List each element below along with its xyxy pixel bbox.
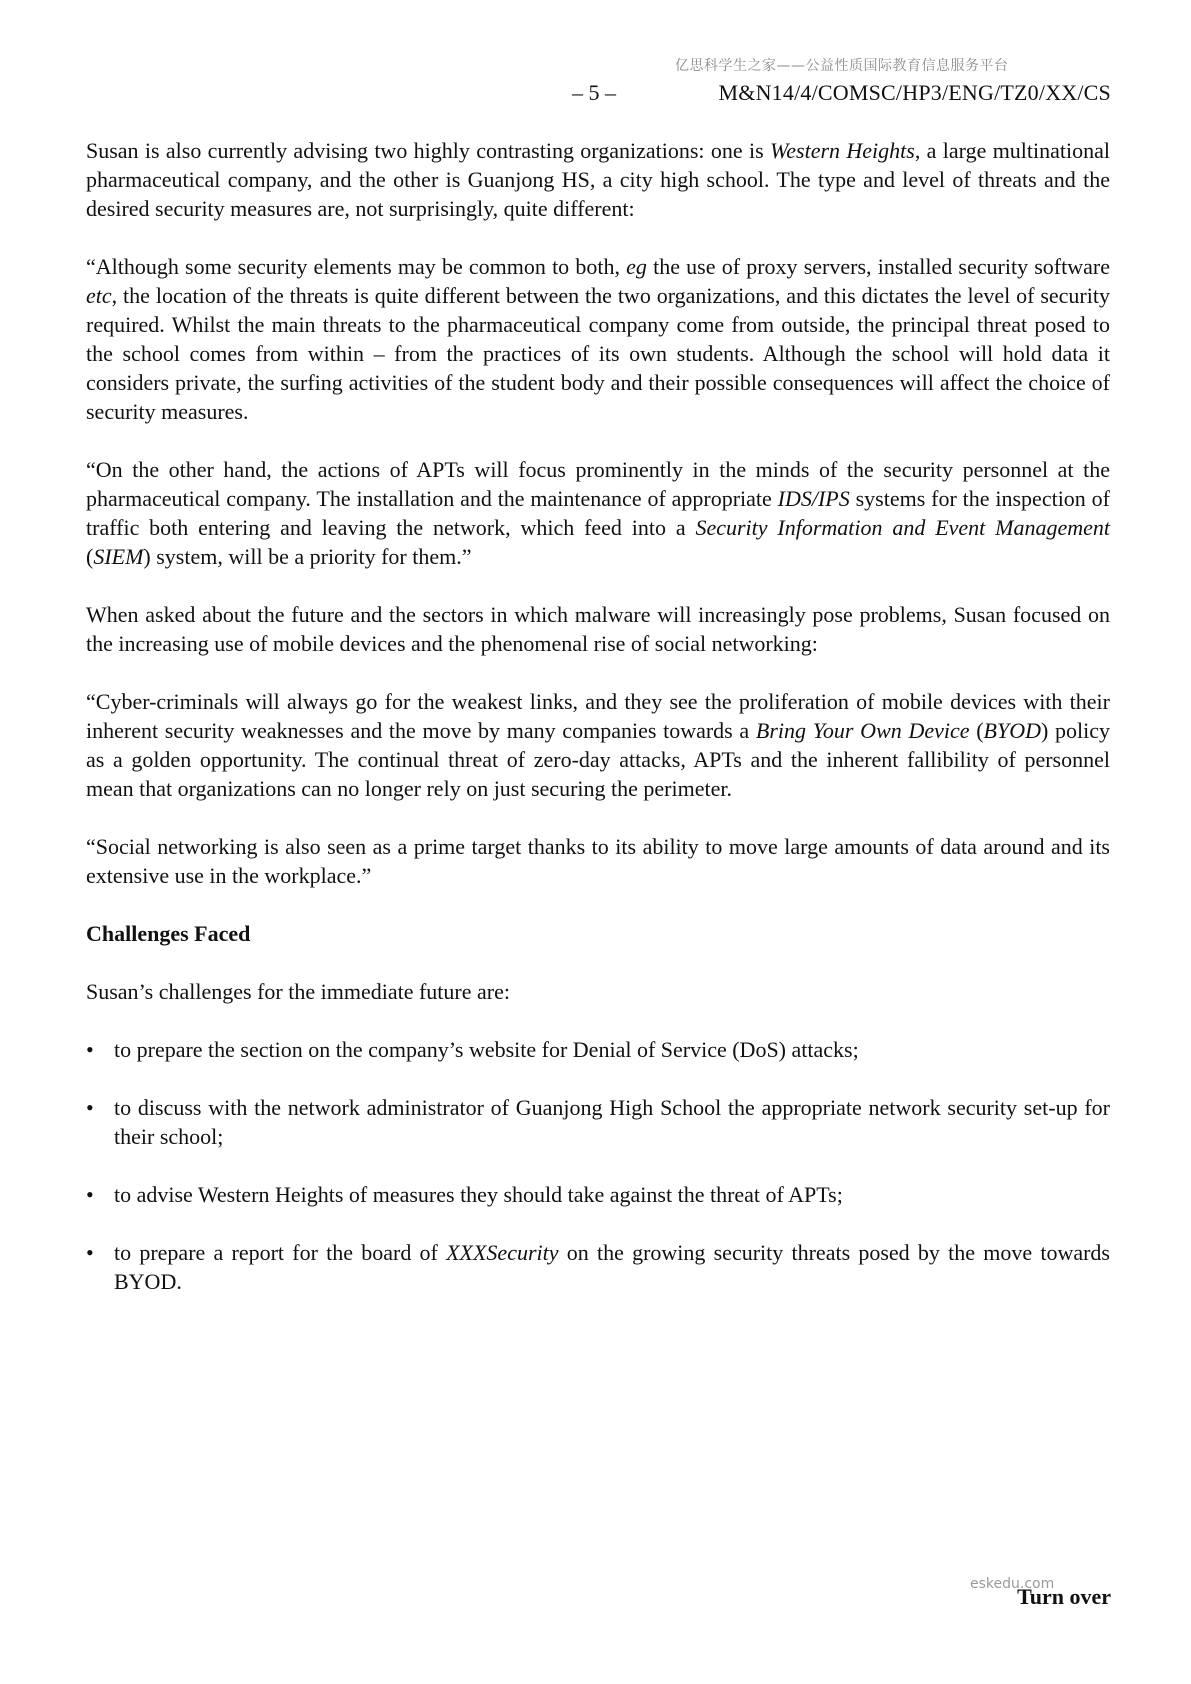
turn-over-label: Turn over: [1017, 1584, 1111, 1609]
document-body: [86, 136, 1110, 1325]
bullet-icon: •: [86, 1037, 94, 1062]
list-item: • to discuss with the network administrator of Guanjong High School the appropriate network security set-up for their school;: [86, 1095, 1110, 1149]
paragraph-cyber-criminals: “Cyber-criminals will always go for the weakest links, and they see the proliferation of mobile devices with their inherent security weaknesses and the move by many companies towards a Bring Your Own Device (BYOD) policy as a golden opportunity. The continual threat of zero-day attacks, APTs and the inherent fallibility of personnel mean that organizations can no longer rely on just securing the perimeter.: [86, 689, 1111, 801]
bullet-icon: •: [86, 1240, 94, 1265]
challenges-intro: Susan’s challenges for the immediate future are:: [86, 979, 510, 1004]
paragraph-apts: “On the other hand, the actions of APTs will focus prominently in the minds of the security personnel at the pharmaceutical company. The installation and the maintenance of appropriate IDS/IPS systems for the inspection of traffic both entering and leaving the network, which feed into a Security Information and Event Management (SIEM) system, will be a priority for them.”: [86, 457, 1110, 569]
paragraph-security-elements: “Although some security elements may be common to both, eg the use of proxy servers, installed security software etc, the location of the threats is quite different between the two organizations, and this dictates the level of security required. Whilst the main threats to the pharmaceutical company come from outside, the principal threat posed to the school comes from within – from the practices of its own students. Although the school will hold data it considers private, the surfing activities of the student body and their possible consequences will affect the choice of security measures.: [86, 254, 1110, 424]
section-heading-challenges: Challenges Faced: [86, 921, 251, 946]
bullet-icon: •: [86, 1095, 94, 1120]
paragraph-social-networking: “Social networking is also seen as a prime target thanks to its ability to move large amounts of data around and its extensive use in the workplace.”: [86, 834, 1110, 888]
list-item: • to prepare the section on the company’s website for Denial of Service (DoS) attacks;: [86, 1037, 859, 1062]
paragraph-organizations: Susan is also currently advising two highly contrasting organizations: one is Western Heights, a large multinational pharmaceutical company, and the other is Guanjong HS, a city high school. The type and level of threats and the desired security measures are, not surprisingly, quite different:: [86, 138, 1111, 221]
page-number: – 5 –: [572, 80, 616, 105]
list-item: • to advise Western Heights of measures they should take against the threat of APTs;: [86, 1182, 843, 1207]
bullet-icon: •: [86, 1182, 94, 1207]
bottom-watermark: eskedu.com: [970, 1576, 1055, 1592]
paper-code: M&N14/4/COMSC/HP3/ENG/TZ0/XX/CS: [718, 80, 1111, 105]
top-watermark: 亿思科学生之家——公益性质国际教育信息服务平台: [675, 58, 1009, 74]
page-header: [0, 80, 1191, 110]
challenges-list: [86, 1035, 1110, 1296]
paragraph-future: When asked about the future and the sectors in which malware will increasingly pose problems, Susan focused on the increasing use of mobile devices and the phenomenal rise of social networking:: [86, 602, 1110, 656]
list-item: • to prepare a report for the board of XXXSecurity on the growing security threats posed by the move towards BYOD.: [86, 1240, 1110, 1294]
